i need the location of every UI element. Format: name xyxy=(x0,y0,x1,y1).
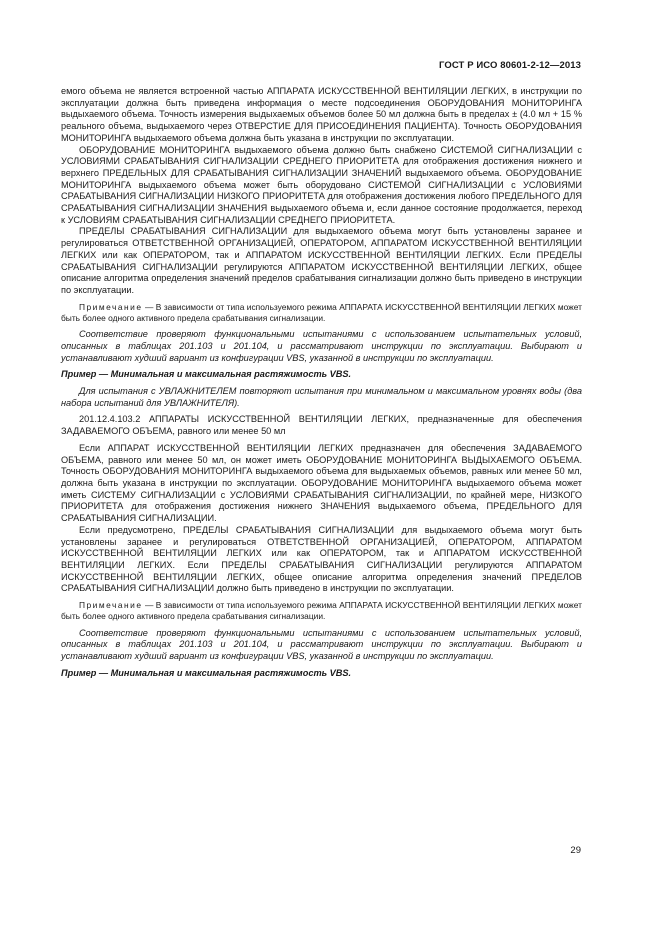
paragraph: емого объема не является встроенной частью АППАРАТА ИСКУССТВЕННОЙ ВЕНТИЛЯЦИИ ЛЕГКИХ, в инструкции по эксплуатации должна быть приведена информация о месте подсоединения ОБОРУДОВАНИЯ МОНИТОРИНГА выдыхаемого объема. Точность измерения выдыхаемых объемов более 50 мл должна быть в пределах ± (4.0 мл + 15 % реального объема, выдыхаемого через ОТВЕРСТИЕ ДЛЯ ПРИСОЕДИНЕНИЯ ПАЦИЕНТА). Точность ОБОРУДОВАНИЯ МОНИТОРИНГА выдыхаемого объема должна быть указана в инструкции по эксплуатации. xyxy=(61,86,582,143)
section-heading: 201.12.4.103.2 АППАРАТЫ ИСКУССТВЕННОЙ ВЕНТИЛЯЦИИ ЛЕГКИХ, предназначенные для обеспечения ЗАДАВАЕМОГО ОБЪЕМА, равного или менее 50 мл xyxy=(61,414,582,437)
paragraph: ОБОРУДОВАНИЕ МОНИТОРИНГА выдыхаемого объема должно быть снабжено СИСТЕМОЙ СИГНАЛИЗАЦИИ с УСЛОВИЯМИ СРАБАТЫВАНИЯ СИГНАЛИЗАЦИИ СРЕДНЕГО ПРИОРИТЕТА для отображения достижения нижнего и верхнего ПРЕДЕЛЬНЫХ ДЛЯ СРАБАТЫВАНИЯ СИГНАЛИЗАЦИИ ЗНАЧЕНИЙ выдыхаемого объема. ОБОРУДОВАНИЕ МОНИТОРИНГА выдыхаемого объема может быть оборудовано СИСТЕМОЙ СИГНАЛИЗАЦИИ с УСЛОВИЯМИ СРАБАТЫВАНИЯ СИГНАЛИЗАЦИИ НИЗКОГО ПРИОРИТЕТА для отображения достижения любого ПРЕДЕЛЬНОГО ДЛЯ СРАБАТЫВАНИЯ СИГНАЛИЗАЦИИ ЗНАЧЕНИЯ выдыхаемого объема и, если данное состояние продолжается, переход к УСЛОВИЯМ СРАБАТЫВАНИЯ СИГНАЛИЗАЦИИ СРЕДНЕГО ПРИОРИТЕТА. xyxy=(61,144,582,225)
example-text: Пример — Минимальная и максимальная растяжимость VBS. xyxy=(61,369,352,380)
conformance-text: Соответствие проверяют функциональными испытаниями с использованием испытательных условий, описанных в таблицах 201.103 и 201.104, и рассматривают инструкции по эксплуатации. Выбирают и устанавливают худший вариант из конфигурации VBS, указанной в инструкции по эксплуатации. xyxy=(61,329,582,363)
note xyxy=(61,600,582,623)
paragraph: ПРЕДЕЛЫ СРАБАТЫВАНИЯ СИГНАЛИЗАЦИИ для выдыхаемого объема могут быть установлены заранее и регулироваться ОТВЕТСТВЕННОЙ ОРГАНИЗАЦИЕЙ, ОПЕРАТОРОМ, АППАРАТОМ ИСКУССТВЕННОЙ ВЕНТИЛЯЦИИ ЛЕГКИХ или как ОПЕРАТОРОМ, так и АППАРАТОМ ИСКУССТВЕННОЙ ВЕНТИЛЯЦИИ ЛЕГКИХ. Если ПРЕДЕЛЫ СРАБАТЫВАНИЯ СИГНАЛИЗАЦИИ регулируются АППАРАТОМ ИСКУССТВЕННОЙ ВЕНТИЛЯЦИИ ЛЕГКИХ, общее описание алгоритма определения значений пределов срабатывания сигнализации должно быть приведено в инструкции по эксплуатации. xyxy=(61,226,582,295)
example-text: Пример — Минимальная и максимальная растяжимость VBS. xyxy=(61,667,352,678)
note-label: Примечание xyxy=(79,600,143,611)
paragraph: Если предусмотрено, ПРЕДЕЛЫ СРАБАТЫВАНИЯ СИГНАЛИЗАЦИИ для выдыхаемого объема могут быть установлены заранее и регулироваться ОТВЕТСТВЕННОЙ ОРГАНИЗАЦИЕЙ, ОПЕРАТОРОМ, АППАРАТОМ ИСКУССТВЕННОЙ ВЕНТИЛЯЦИИ ЛЕГКИХ или как ОПЕРАТОРОМ, так и АППАРАТОМ ИСКУССТВЕННОЙ ВЕНТИЛЯЦИИ ЛЕГКИХ. Если ПРЕДЕЛЫ СРАБАТЫВАНИЯ СИГНАЛИЗАЦИИ регулируются АППАРАТОМ ИСКУССТВЕННОЙ ВЕНТИЛЯЦИИ ЛЕГКИХ, общее описание алгоритма определения значений ПРЕДЕЛОВ СРАБАТЫВАНИЯ СИГНАЛИЗАЦИИ должно быть приведено в инструкции по эксплуатации. xyxy=(61,524,582,594)
document-header: ГОСТ Р ИСО 80601-2-12—2013 xyxy=(438,60,581,71)
conformance-text: Соответствие проверяют функциональными испытаниями с использованием испытательных условий, описанных в таблицах 201.103 и 201.104, и рассматривают инструкции по эксплуатации. Выбирают и устанавливают худший вариант из конфигурации VBS, указанной в инструкции по эксплуатации. xyxy=(61,627,582,662)
note-text: — В зависимости от типа используемого режима АППАРАТА ИСКУССТВЕННОЙ ВЕНТИЛЯЦИИ ЛЕГКИХ может быть более одного активного предела срабатывания сигнализации. xyxy=(61,301,582,323)
note-label: Примечание xyxy=(79,301,143,312)
humidifier-text: Для испытания с УВЛАЖНИТЕЛЕМ повторяют испытания при минимальном и максимальном уровнях воды (два набора испытаний для УВЛАЖНИТЕЛЯ). xyxy=(61,386,582,408)
page-body xyxy=(61,86,582,679)
page-number: 29 xyxy=(570,845,581,856)
note-text: — В зависимости от типа используемого режима АППАРАТА ИСКУССТВЕННОЙ ВЕНТИЛЯЦИИ ЛЕГКИХ может быть более одного активного предела срабатывания сигнализации. xyxy=(61,600,582,622)
paragraph: Если АППАРАТ ИСКУССТВЕННОЙ ВЕНТИЛЯЦИИ ЛЕГКИХ предназначен для обеспечения ЗАДАВАЕМОГО ОБЪЕМА, равного или менее 50 мл, он может иметь ОБОРУДОВАНИЕ МОНИТОРИНГА ВЫДЫХАЕМОГО ОБЪЕМА. Точность ОБОРУДОВАНИЯ МОНИТОРИНГА выдыхаемого объема для выдыхаемых объемов, равных или менее 50 мл, должна быть указана в инструкции по эксплуатации. ОБОРУДОВАНИЕ МОНИТОРИНГА выдыхаемого объема может иметь СИСТЕМУ СИГНАЛИЗАЦИИ с УСЛОВИЯМИ СРАБАТЫВАНИЯ СИГНАЛИЗАЦИИ, по крайней мере, НИЗКОГО ПРИОРИТЕТА для отображения достижения нижнего ЗНАЧЕНИЯ выдыхаемого объема, ПРЕДЕЛЬНОГО ДЛЯ СРАБАТЫВАНИЯ СИГНАЛИЗАЦИИ. xyxy=(61,442,582,524)
note xyxy=(61,302,582,325)
